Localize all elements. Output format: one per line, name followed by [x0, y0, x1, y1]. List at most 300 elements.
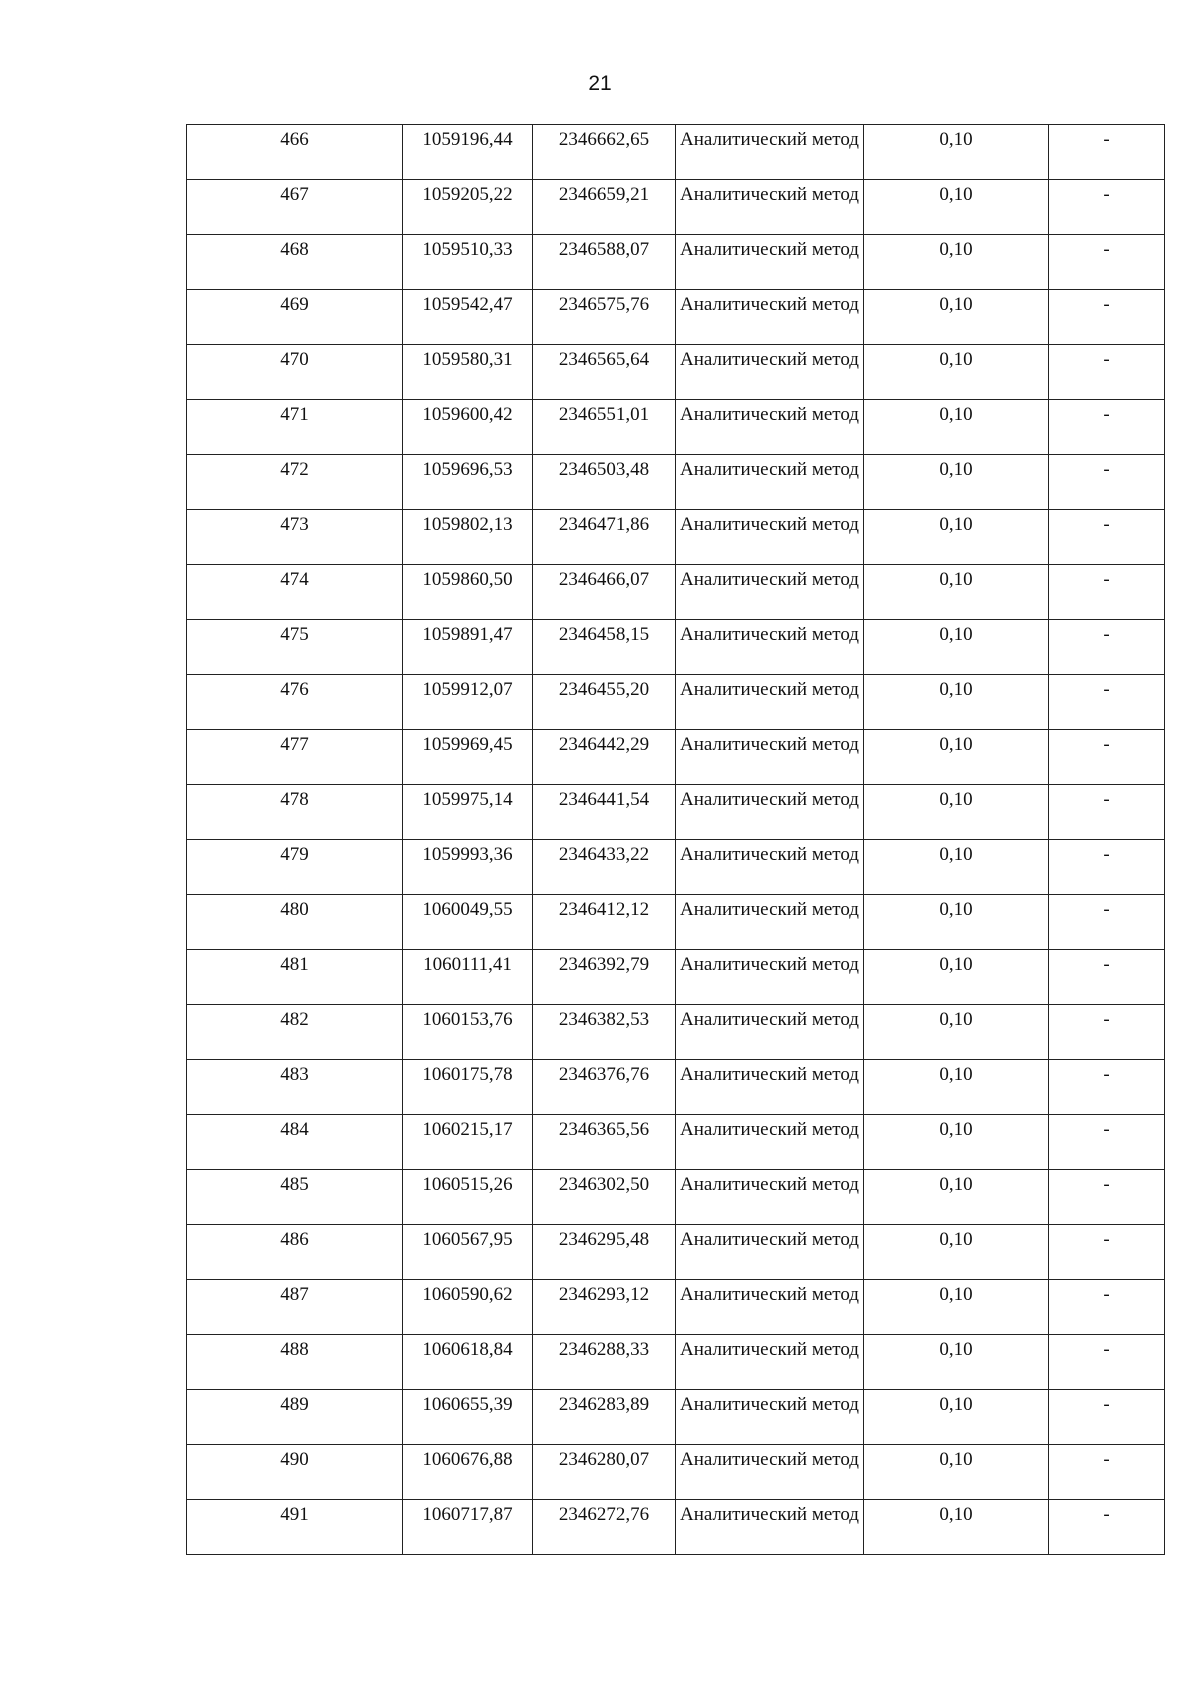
method-cell-text: Аналитический метод — [680, 789, 859, 810]
point-number-cell-text: 491 — [280, 1504, 309, 1525]
y-coordinate-cell-text: 2346503,48 — [558, 459, 650, 480]
note-cell-text: - — [1103, 1504, 1110, 1525]
accuracy-cell-text: 0,10 — [939, 1119, 973, 1140]
x-coordinate-cell — [403, 785, 533, 840]
accuracy-cell — [864, 1060, 1049, 1115]
method-cell — [676, 235, 864, 290]
y-coordinate-cell — [533, 675, 676, 730]
note-cell-text: - — [1103, 1229, 1110, 1250]
x-coordinate-cell — [403, 510, 533, 565]
method-cell-text: Аналитический метод — [680, 679, 859, 700]
method-cell — [676, 675, 864, 730]
point-number-cell-text: 470 — [280, 349, 309, 370]
point-number-cell — [187, 1060, 403, 1115]
method-cell — [676, 1280, 864, 1335]
method-cell-text: Аналитический метод — [680, 1394, 859, 1415]
note-cell-text: - — [1103, 899, 1110, 920]
accuracy-cell-text: 0,10 — [939, 954, 973, 975]
point-number-cell-text: 477 — [280, 734, 309, 755]
table-row — [187, 785, 1165, 840]
point-number-cell — [187, 455, 403, 510]
x-coordinate-cell-text: 1059969,45 — [422, 734, 513, 755]
method-cell-text: Аналитический метод — [680, 1449, 859, 1470]
point-number-cell — [187, 1280, 403, 1335]
x-coordinate-cell-text: 1059993,36 — [422, 844, 513, 865]
table-row — [187, 1115, 1165, 1170]
table-row — [187, 1390, 1165, 1445]
note-cell — [1049, 125, 1165, 180]
y-coordinate-cell-text: 2346433,22 — [558, 844, 650, 865]
point-number-cell-text: 476 — [280, 679, 309, 700]
method-cell — [676, 1445, 864, 1500]
point-number-cell — [187, 1500, 403, 1555]
method-cell — [676, 125, 864, 180]
y-coordinate-cell-text: 2346302,50 — [558, 1174, 650, 1195]
method-cell — [676, 895, 864, 950]
x-coordinate-cell-text: 1059542,47 — [422, 294, 513, 315]
accuracy-cell-text: 0,10 — [939, 899, 973, 920]
method-cell-text: Аналитический метод — [680, 1119, 859, 1140]
method-cell-text: Аналитический метод — [680, 1229, 859, 1250]
note-cell — [1049, 1390, 1165, 1445]
y-coordinate-cell-text: 2346466,07 — [558, 569, 650, 590]
accuracy-cell — [864, 1225, 1049, 1280]
note-cell — [1049, 950, 1165, 1005]
accuracy-cell-text: 0,10 — [939, 679, 973, 700]
x-coordinate-cell-text: 1060618,84 — [422, 1339, 513, 1360]
y-coordinate-cell-text: 2346283,89 — [558, 1394, 650, 1415]
note-cell — [1049, 400, 1165, 455]
x-coordinate-cell — [403, 1005, 533, 1060]
y-coordinate-cell — [533, 1390, 676, 1445]
x-coordinate-cell — [403, 565, 533, 620]
y-coordinate-cell — [533, 290, 676, 345]
x-coordinate-cell-text: 1059802,13 — [422, 514, 513, 535]
note-cell — [1049, 1335, 1165, 1390]
x-coordinate-cell-text: 1059696,53 — [422, 459, 513, 480]
x-coordinate-cell — [403, 400, 533, 455]
note-cell — [1049, 1280, 1165, 1335]
accuracy-cell-text: 0,10 — [939, 404, 973, 425]
accuracy-cell — [864, 1500, 1049, 1555]
point-number-cell — [187, 730, 403, 785]
y-coordinate-cell-text: 2346376,76 — [558, 1064, 650, 1085]
x-coordinate-cell — [403, 235, 533, 290]
table-row — [187, 235, 1165, 290]
point-number-cell — [187, 125, 403, 180]
x-coordinate-cell — [403, 455, 533, 510]
y-coordinate-cell — [533, 1500, 676, 1555]
point-number-cell-text: 475 — [280, 624, 309, 645]
note-cell — [1049, 180, 1165, 235]
point-number-cell — [187, 1335, 403, 1390]
point-number-cell — [187, 1225, 403, 1280]
method-cell — [676, 180, 864, 235]
point-number-cell-text: 489 — [280, 1394, 309, 1415]
y-coordinate-cell-text: 2346659,21 — [558, 184, 650, 205]
x-coordinate-cell — [403, 1390, 533, 1445]
y-coordinate-cell-text: 2346442,29 — [558, 734, 650, 755]
point-number-cell-text: 474 — [280, 569, 309, 590]
y-coordinate-cell — [533, 840, 676, 895]
x-coordinate-cell-text: 1060175,78 — [422, 1064, 513, 1085]
x-coordinate-cell — [403, 345, 533, 400]
accuracy-cell-text: 0,10 — [939, 1174, 973, 1195]
point-number-cell — [187, 785, 403, 840]
note-cell-text: - — [1103, 954, 1110, 975]
x-coordinate-cell — [403, 1500, 533, 1555]
y-coordinate-cell-text: 2346458,15 — [558, 624, 650, 645]
table-row — [187, 1170, 1165, 1225]
x-coordinate-cell-text: 1060567,95 — [422, 1229, 513, 1250]
x-coordinate-cell — [403, 1445, 533, 1500]
note-cell-text: - — [1103, 679, 1110, 700]
y-coordinate-cell — [533, 510, 676, 565]
table-row — [187, 455, 1165, 510]
method-cell — [676, 1170, 864, 1225]
point-number-cell — [187, 565, 403, 620]
accuracy-cell — [864, 400, 1049, 455]
point-number-cell-text: 467 — [280, 184, 309, 205]
note-cell-text: - — [1103, 514, 1110, 535]
y-coordinate-cell-text: 2346382,53 — [558, 1009, 650, 1030]
note-cell-text: - — [1103, 844, 1110, 865]
method-cell — [676, 1115, 864, 1170]
note-cell-text: - — [1103, 1394, 1110, 1415]
y-coordinate-cell-text: 2346365,56 — [558, 1119, 650, 1140]
method-cell-text: Аналитический метод — [680, 1284, 859, 1305]
accuracy-cell — [864, 290, 1049, 345]
method-cell — [676, 455, 864, 510]
point-number-cell-text: 488 — [280, 1339, 309, 1360]
y-coordinate-cell — [533, 345, 676, 400]
note-cell — [1049, 455, 1165, 510]
method-cell — [676, 290, 864, 345]
y-coordinate-cell — [533, 730, 676, 785]
accuracy-cell-text: 0,10 — [939, 1504, 973, 1525]
y-coordinate-cell-text: 2346288,33 — [558, 1339, 650, 1360]
point-number-cell-text: 473 — [280, 514, 309, 535]
point-number-cell — [187, 345, 403, 400]
table-row — [187, 1005, 1165, 1060]
point-number-cell — [187, 1005, 403, 1060]
y-coordinate-cell — [533, 950, 676, 1005]
accuracy-cell — [864, 1390, 1049, 1445]
x-coordinate-cell — [403, 620, 533, 675]
note-cell-text: - — [1103, 459, 1110, 480]
table-row — [187, 620, 1165, 675]
note-cell-text: - — [1103, 1009, 1110, 1030]
x-coordinate-cell-text: 1059891,47 — [422, 624, 513, 645]
method-cell-text: Аналитический метод — [680, 1174, 859, 1195]
table-row — [187, 1335, 1165, 1390]
x-coordinate-cell — [403, 125, 533, 180]
accuracy-cell — [864, 1005, 1049, 1060]
method-cell — [676, 620, 864, 675]
accuracy-cell-text: 0,10 — [939, 1339, 973, 1360]
point-number-cell — [187, 235, 403, 290]
x-coordinate-cell-text: 1060515,26 — [422, 1174, 513, 1195]
y-coordinate-cell — [533, 895, 676, 950]
x-coordinate-cell-text: 1060676,88 — [422, 1449, 513, 1470]
point-number-cell-text: 466 — [280, 129, 309, 150]
accuracy-cell-text: 0,10 — [939, 459, 973, 480]
method-cell — [676, 345, 864, 400]
y-coordinate-cell — [533, 1060, 676, 1115]
point-number-cell-text: 485 — [280, 1174, 309, 1195]
y-coordinate-cell — [533, 1005, 676, 1060]
table-row — [187, 1445, 1165, 1500]
point-number-cell — [187, 840, 403, 895]
note-cell-text: - — [1103, 404, 1110, 425]
point-number-cell — [187, 1115, 403, 1170]
point-number-cell-text: 478 — [280, 789, 309, 810]
coordinates-table — [186, 124, 1165, 1555]
x-coordinate-cell — [403, 1335, 533, 1390]
note-cell — [1049, 840, 1165, 895]
accuracy-cell — [864, 510, 1049, 565]
method-cell-text: Аналитический метод — [680, 184, 859, 205]
table-row — [187, 950, 1165, 1005]
accuracy-cell — [864, 180, 1049, 235]
x-coordinate-cell-text: 1059600,42 — [422, 404, 513, 425]
note-cell — [1049, 730, 1165, 785]
accuracy-cell-text: 0,10 — [939, 1009, 973, 1030]
method-cell — [676, 1225, 864, 1280]
method-cell-text: Аналитический метод — [680, 239, 859, 260]
y-coordinate-cell-text: 2346295,48 — [558, 1229, 650, 1250]
accuracy-cell — [864, 675, 1049, 730]
note-cell-text: - — [1103, 789, 1110, 810]
note-cell — [1049, 620, 1165, 675]
accuracy-cell-text: 0,10 — [939, 1229, 973, 1250]
y-coordinate-cell — [533, 235, 676, 290]
x-coordinate-cell — [403, 1280, 533, 1335]
point-number-cell-text: 490 — [280, 1449, 309, 1470]
note-cell — [1049, 1115, 1165, 1170]
method-cell-text: Аналитический метод — [680, 1064, 859, 1085]
y-coordinate-cell — [533, 565, 676, 620]
x-coordinate-cell-text: 1060215,17 — [422, 1119, 513, 1140]
accuracy-cell — [864, 455, 1049, 510]
point-number-cell-text: 468 — [280, 239, 309, 260]
table-row — [187, 895, 1165, 950]
point-number-cell-text: 487 — [280, 1284, 309, 1305]
point-number-cell — [187, 950, 403, 1005]
note-cell-text: - — [1103, 1174, 1110, 1195]
y-coordinate-cell-text: 2346565,64 — [558, 349, 650, 370]
y-coordinate-cell-text: 2346293,12 — [558, 1284, 650, 1305]
note-cell-text: - — [1103, 1339, 1110, 1360]
note-cell — [1049, 1500, 1165, 1555]
method-cell-text: Аналитический метод — [680, 294, 859, 315]
x-coordinate-cell-text: 1060049,55 — [422, 899, 513, 920]
accuracy-cell — [864, 785, 1049, 840]
accuracy-cell — [864, 1335, 1049, 1390]
table-row — [187, 180, 1165, 235]
note-cell-text: - — [1103, 294, 1110, 315]
x-coordinate-cell — [403, 950, 533, 1005]
point-number-cell — [187, 1170, 403, 1225]
x-coordinate-cell — [403, 290, 533, 345]
accuracy-cell — [864, 1280, 1049, 1335]
accuracy-cell-text: 0,10 — [939, 1449, 973, 1470]
y-coordinate-cell — [533, 1335, 676, 1390]
note-cell — [1049, 675, 1165, 730]
accuracy-cell-text: 0,10 — [939, 569, 973, 590]
accuracy-cell-text: 0,10 — [939, 514, 973, 535]
point-number-cell — [187, 180, 403, 235]
table-row — [187, 840, 1165, 895]
x-coordinate-cell-text: 1060153,76 — [422, 1009, 513, 1030]
note-cell-text: - — [1103, 624, 1110, 645]
x-coordinate-cell-text: 1059196,44 — [422, 129, 513, 150]
method-cell-text: Аналитический метод — [680, 404, 859, 425]
accuracy-cell-text: 0,10 — [939, 734, 973, 755]
point-number-cell-text: 480 — [280, 899, 309, 920]
x-coordinate-cell-text: 1059975,14 — [422, 789, 513, 810]
note-cell-text: - — [1103, 734, 1110, 755]
y-coordinate-cell — [533, 1170, 676, 1225]
accuracy-cell-text: 0,10 — [939, 1064, 973, 1085]
note-cell — [1049, 345, 1165, 400]
accuracy-cell — [864, 840, 1049, 895]
method-cell-text: Аналитический метод — [680, 624, 859, 645]
y-coordinate-cell-text: 2346471,86 — [558, 514, 650, 535]
y-coordinate-cell — [533, 455, 676, 510]
note-cell — [1049, 1225, 1165, 1280]
accuracy-cell-text: 0,10 — [939, 789, 973, 810]
note-cell-text: - — [1103, 239, 1110, 260]
x-coordinate-cell — [403, 840, 533, 895]
note-cell — [1049, 290, 1165, 345]
x-coordinate-cell — [403, 675, 533, 730]
y-coordinate-cell-text: 2346272,76 — [558, 1504, 650, 1525]
table-row — [187, 675, 1165, 730]
y-coordinate-cell — [533, 1115, 676, 1170]
note-cell — [1049, 1060, 1165, 1115]
y-coordinate-cell — [533, 125, 676, 180]
method-cell-text: Аналитический метод — [680, 1339, 859, 1360]
accuracy-cell-text: 0,10 — [939, 184, 973, 205]
accuracy-cell — [864, 125, 1049, 180]
accuracy-cell — [864, 345, 1049, 400]
y-coordinate-cell-text: 2346280,07 — [558, 1449, 650, 1470]
point-number-cell-text: 482 — [280, 1009, 309, 1030]
note-cell-text: - — [1103, 1449, 1110, 1470]
method-cell-text: Аналитический метод — [680, 569, 859, 590]
accuracy-cell — [864, 1170, 1049, 1225]
note-cell — [1049, 1005, 1165, 1060]
point-number-cell-text: 484 — [280, 1119, 309, 1140]
note-cell — [1049, 785, 1165, 840]
accuracy-cell — [864, 950, 1049, 1005]
method-cell-text: Аналитический метод — [680, 899, 859, 920]
x-coordinate-cell-text: 1059510,33 — [422, 239, 513, 260]
accuracy-cell-text: 0,10 — [939, 129, 973, 150]
y-coordinate-cell-text: 2346575,76 — [558, 294, 650, 315]
table-row — [187, 510, 1165, 565]
method-cell-text: Аналитический метод — [680, 844, 859, 865]
accuracy-cell — [864, 1115, 1049, 1170]
note-cell-text: - — [1103, 1284, 1110, 1305]
point-number-cell-text: 479 — [280, 844, 309, 865]
point-number-cell — [187, 620, 403, 675]
method-cell — [676, 1500, 864, 1555]
note-cell-text: - — [1103, 1119, 1110, 1140]
x-coordinate-cell-text: 1060590,62 — [422, 1284, 513, 1305]
table-row — [187, 290, 1165, 345]
x-coordinate-cell-text: 1059205,22 — [422, 184, 513, 205]
x-coordinate-cell — [403, 180, 533, 235]
point-number-cell — [187, 1390, 403, 1445]
x-coordinate-cell — [403, 1060, 533, 1115]
note-cell — [1049, 895, 1165, 950]
method-cell-text: Аналитический метод — [680, 459, 859, 480]
y-coordinate-cell — [533, 785, 676, 840]
method-cell — [676, 1335, 864, 1390]
y-coordinate-cell — [533, 1225, 676, 1280]
method-cell-text: Аналитический метод — [680, 1504, 859, 1525]
method-cell — [676, 840, 864, 895]
accuracy-cell — [864, 730, 1049, 785]
table-row — [187, 565, 1165, 620]
y-coordinate-cell — [533, 1445, 676, 1500]
method-cell — [676, 730, 864, 785]
x-coordinate-cell-text: 1059912,07 — [422, 679, 513, 700]
y-coordinate-cell — [533, 400, 676, 455]
point-number-cell-text: 471 — [280, 404, 309, 425]
accuracy-cell-text: 0,10 — [939, 624, 973, 645]
x-coordinate-cell — [403, 1115, 533, 1170]
y-coordinate-cell-text: 2346441,54 — [558, 789, 650, 810]
note-cell-text: - — [1103, 1064, 1110, 1085]
method-cell-text: Аналитический метод — [680, 1009, 859, 1030]
point-number-cell — [187, 510, 403, 565]
point-number-cell-text: 472 — [280, 459, 309, 480]
method-cell — [676, 950, 864, 1005]
accuracy-cell-text: 0,10 — [939, 844, 973, 865]
note-cell — [1049, 235, 1165, 290]
y-coordinate-cell — [533, 1280, 676, 1335]
accuracy-cell — [864, 235, 1049, 290]
point-number-cell — [187, 290, 403, 345]
accuracy-cell-text: 0,10 — [939, 239, 973, 260]
method-cell-text: Аналитический метод — [680, 954, 859, 975]
x-coordinate-cell — [403, 1225, 533, 1280]
point-number-cell-text: 481 — [280, 954, 309, 975]
accuracy-cell — [864, 565, 1049, 620]
accuracy-cell — [864, 620, 1049, 675]
point-number-cell-text: 483 — [280, 1064, 309, 1085]
table-row — [187, 730, 1165, 785]
table-row — [187, 125, 1165, 180]
point-number-cell-text: 486 — [280, 1229, 309, 1250]
method-cell-text: Аналитический метод — [680, 349, 859, 370]
method-cell-text: Аналитический метод — [680, 514, 859, 535]
method-cell — [676, 785, 864, 840]
x-coordinate-cell-text: 1060111,41 — [423, 954, 512, 975]
accuracy-cell-text: 0,10 — [939, 349, 973, 370]
y-coordinate-cell-text: 2346455,20 — [558, 679, 650, 700]
table-row — [187, 1060, 1165, 1115]
point-number-cell — [187, 400, 403, 455]
point-number-cell-text: 469 — [280, 294, 309, 315]
note-cell-text: - — [1103, 349, 1110, 370]
point-number-cell — [187, 675, 403, 730]
y-coordinate-cell-text: 2346588,07 — [558, 239, 650, 260]
method-cell — [676, 400, 864, 455]
